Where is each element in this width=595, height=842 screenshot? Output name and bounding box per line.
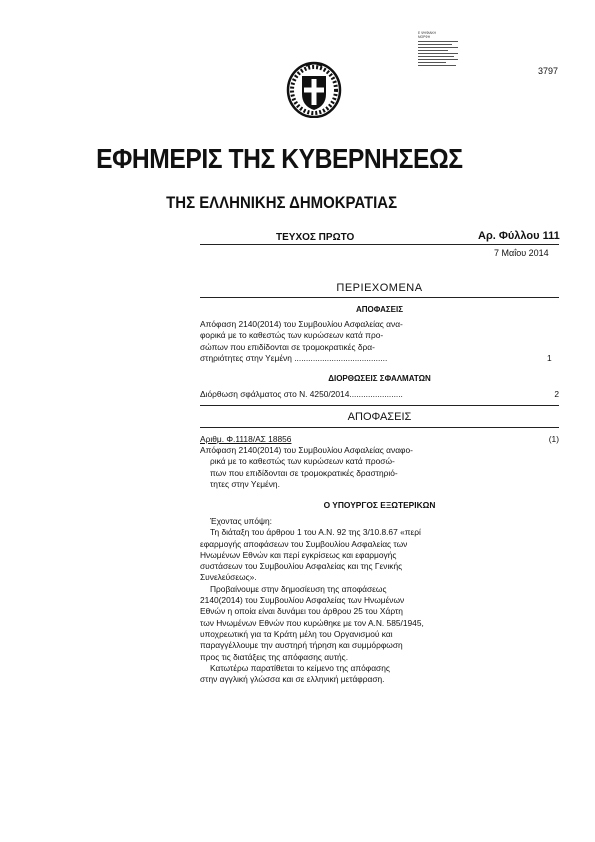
- para-line: προς τις διατάξεις της απόφασης αυτής.: [200, 651, 349, 662]
- intro-line: Έχοντας υπόψη:: [210, 516, 272, 526]
- para-line: των Ηνωμένων Εθνών που κυρώθηκε με τον Α.Ν. 585/1945,: [200, 617, 424, 628]
- decisions-heading: ΑΠΟΦΑΣΕΙΣ: [347, 411, 412, 423]
- para-line: 2140(2014) του Συμβουλίου Ασφαλείας των Ηνωμένων: [200, 595, 405, 606]
- decision-title-line: ρικά με το καθεστώς των κυρώσεων κατά προσώ-: [210, 456, 395, 467]
- decision-body: [200, 516, 559, 685]
- contents-end-divider: [200, 405, 559, 406]
- toc-line: σώπων που επιδίδονται σε τρομοκρατικές δρα-: [200, 341, 375, 352]
- para-line: παραγγέλλουμε την αυστηρή τήρηση και συμμόρφωση: [200, 640, 403, 651]
- gazette-title: ΕΦΗΜΕΡΙΣ ΤΗΣ ΚΥΒΕΡΝΗΣΕΩΣ: [96, 143, 463, 174]
- contents-section-corrections: ΔΙΟΡΘΩΣΕΙΣ ΣΦΑΛΜΑΤΩΝ: [328, 374, 431, 383]
- decisions-divider: [200, 427, 559, 428]
- issue-type: ΤΕΥΧΟΣ ΠΡΩΤΟ: [276, 232, 355, 243]
- gazette-subtitle: ΤΗΣ ΕΛΛΗΝΙΚΗΣ ΔΗΜΟΚΡΑΤΙΑΣ: [166, 193, 398, 212]
- para-line: Συνελεύσεως».: [200, 572, 257, 583]
- decision-title: [200, 445, 559, 490]
- decision-title-line: πων που επιδίδονται σε τρομοκρατικές δραστηριό-: [210, 467, 398, 478]
- contents-section-decisions: ΑΠΟΦΑΣΕΙΣ: [355, 305, 404, 314]
- para-line: υποχρεωτική για τα Κράτη μέλη του Οργανισμού και: [200, 628, 393, 639]
- contents-heading: ΠΕΡΙΕΧΟΜΕΝΑ: [336, 282, 423, 294]
- contents-divider: [200, 297, 559, 298]
- decision-title-line: τητες στην Υεμένη.: [210, 478, 280, 489]
- toc-item-decision[interactable]: Απόφαση 2140(2014) του Συμβουλίου Ασφαλείας ανα- φορικά με το καθεστώς των κυρώσεων κατά προ- σώπων που επιδίδονται σε τρομοκρατικές δρα- στηριότητες στην Υεμένη ........................................ 1: [200, 319, 559, 364]
- print-stamp: Ε ΨΗΦΙΑΚΗ ΜΟΡΦΗ: [418, 32, 462, 90]
- header-divider: [200, 244, 559, 245]
- minister-heading: Ο ΥΠΟΥΡΓΟΣ ΕΞΩΤΕΡΙΚΩΝ: [323, 500, 436, 510]
- page-number: 3797: [538, 66, 559, 76]
- para-line: εφαρμογής αποφάσεων του Συμβουλίου Ασφαλείας των: [200, 538, 408, 549]
- decision-reference-row: [200, 434, 559, 445]
- toc-line: Απόφαση 2140(2014) του Συμβουλίου Ασφαλείας ανα-: [200, 319, 403, 329]
- para-line: Κατωτέρω παρατίθεται το κείμενο της απόφασης: [210, 662, 390, 673]
- toc-page-number: 2: [554, 389, 559, 399]
- para-line: Προβαίνουμε στην δημοσίευση της αποφάσεως: [210, 583, 387, 594]
- coat-of-arms-emblem: [286, 60, 342, 118]
- para-line: Εθνών η οποία είναι δυνάμει του άρθρου 25 του Χάρτη: [200, 606, 403, 617]
- toc-item-correction[interactable]: [200, 389, 559, 400]
- issue-date: 7 Μαΐου 2014: [494, 248, 549, 258]
- toc-line: φορικά με το καθεστώς των κυρώσεων κατά προ-: [200, 330, 384, 341]
- decision-reference: Αριθμ. Φ.1118/ΑΣ 18856: [200, 434, 292, 444]
- para-line: Τη διάταξη του άρθρου 1 του Α.Ν. 92 της 3/10.8.67 «περί: [210, 527, 421, 538]
- sheet-number: Αρ. Φύλλου 111: [478, 230, 560, 242]
- para-line: συστάσεων του Συμβουλίου Ασφαλείας και της Γενικής: [200, 561, 403, 572]
- decision-number: (1): [548, 434, 559, 444]
- toc-line: στηριότητες στην Υεμένη ........................................: [200, 352, 388, 363]
- toc-line: Διόρθωση σφάλματος στο Ν. 4250/2014.......................: [200, 389, 403, 399]
- para-line: Ηνωμένων Εθνών και περί εγκρίσεως και εφαρμογής: [200, 549, 397, 560]
- para-line: στην αγγλική γλώσσα και σε ελληνική μετάφραση.: [200, 674, 385, 685]
- decision-title-line: Απόφαση 2140(2014) του Συμβουλίου Ασφαλείας αναφο-: [200, 445, 413, 455]
